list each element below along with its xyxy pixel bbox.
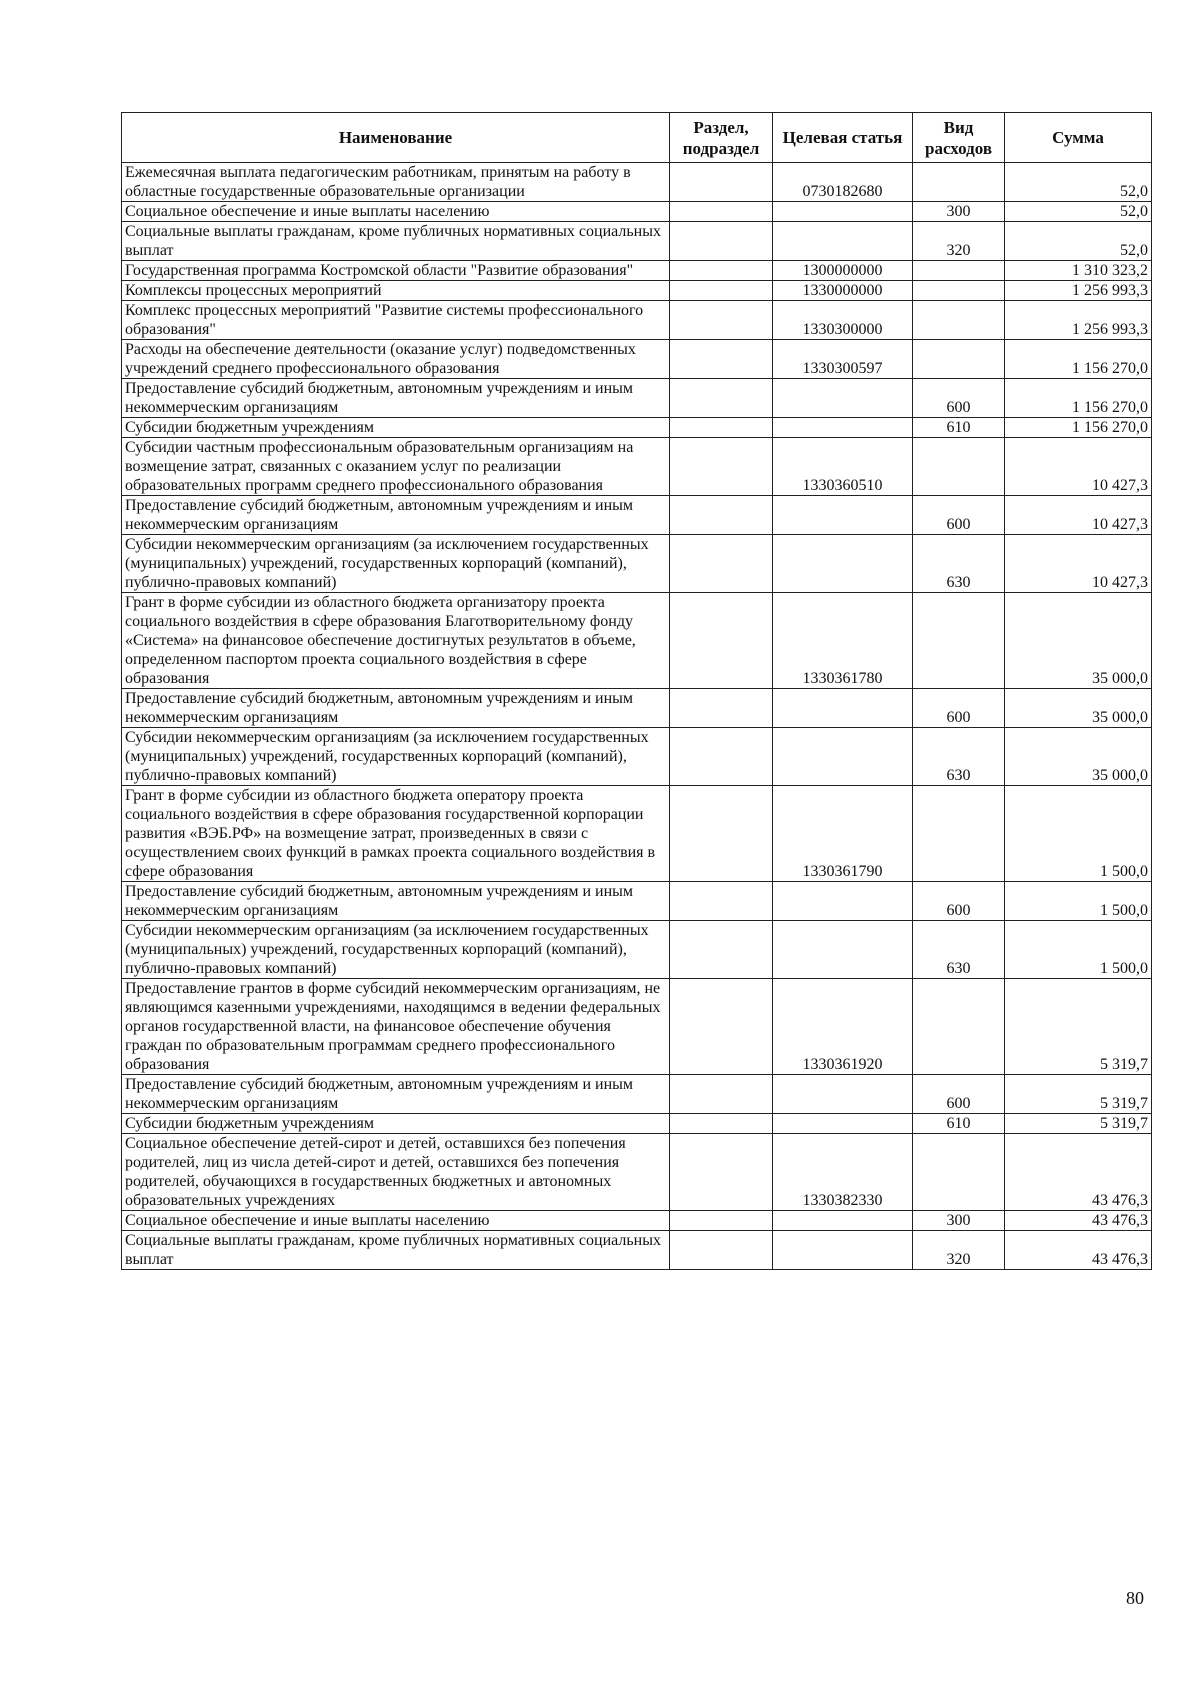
cell-sum: 52,0 bbox=[1005, 202, 1152, 222]
cell-section bbox=[670, 979, 773, 1075]
cell-section bbox=[670, 1231, 773, 1270]
cell-section bbox=[670, 1211, 773, 1231]
cell-name: Комплекс процессных мероприятий "Развитие системы профессионального образования" bbox=[122, 301, 670, 340]
cell-sum: 5 319,7 bbox=[1005, 979, 1152, 1075]
cell-name: Субсидии бюджетным учреждениям bbox=[122, 1114, 670, 1134]
cell-sum: 1 500,0 bbox=[1005, 921, 1152, 979]
table-row bbox=[122, 379, 1152, 418]
cell-expense-type: 600 bbox=[913, 1075, 1005, 1114]
cell-expense-type bbox=[913, 979, 1005, 1075]
cell-sum: 5 319,7 bbox=[1005, 1114, 1152, 1134]
cell-section bbox=[670, 882, 773, 921]
cell-article: 1300000000 bbox=[773, 261, 913, 281]
cell-expense-type: 610 bbox=[913, 1114, 1005, 1134]
cell-expense-type: 600 bbox=[913, 882, 1005, 921]
cell-name: Предоставление субсидий бюджетным, автономным учреждениям и иным некоммерческим организациям bbox=[122, 882, 670, 921]
table-row bbox=[122, 921, 1152, 979]
header-article: Целевая статья bbox=[773, 113, 913, 163]
cell-article: 1330300000 bbox=[773, 301, 913, 340]
table-row bbox=[122, 1211, 1152, 1231]
cell-section bbox=[670, 163, 773, 202]
cell-article bbox=[773, 1211, 913, 1231]
cell-expense-type: 630 bbox=[913, 921, 1005, 979]
table-row bbox=[122, 786, 1152, 882]
cell-section bbox=[670, 496, 773, 535]
cell-name: Комплексы процессных мероприятий bbox=[122, 281, 670, 301]
budget-table bbox=[121, 112, 1152, 1270]
cell-sum: 1 156 270,0 bbox=[1005, 379, 1152, 418]
cell-sum: 52,0 bbox=[1005, 222, 1152, 261]
cell-article: 1330361780 bbox=[773, 593, 913, 689]
cell-expense-type bbox=[913, 163, 1005, 202]
table-row bbox=[122, 202, 1152, 222]
cell-sum: 1 500,0 bbox=[1005, 786, 1152, 882]
table-row bbox=[122, 882, 1152, 921]
table-row bbox=[122, 979, 1152, 1075]
page-number: 80 bbox=[1126, 1588, 1144, 1608]
cell-sum: 35 000,0 bbox=[1005, 593, 1152, 689]
cell-sum: 1 310 323,2 bbox=[1005, 261, 1152, 281]
cell-article: 1330300597 bbox=[773, 340, 913, 379]
cell-name: Субсидии некоммерческим организациям (за исключением государственных (муниципальных) учреждений, государственных корпораций (компаний), публично-правовых компаний) bbox=[122, 728, 670, 786]
cell-article bbox=[773, 1114, 913, 1134]
cell-article bbox=[773, 418, 913, 438]
cell-article: 1330000000 bbox=[773, 281, 913, 301]
cell-sum: 10 427,3 bbox=[1005, 496, 1152, 535]
cell-article bbox=[773, 1231, 913, 1270]
cell-name: Государственная программа Костромской области "Развитие образования" bbox=[122, 261, 670, 281]
cell-name: Предоставление субсидий бюджетным, автономным учреждениям и иным некоммерческим организациям bbox=[122, 496, 670, 535]
cell-article: 1330382330 bbox=[773, 1134, 913, 1211]
table-row bbox=[122, 593, 1152, 689]
cell-article bbox=[773, 728, 913, 786]
table-row bbox=[122, 1231, 1152, 1270]
cell-expense-type: 320 bbox=[913, 222, 1005, 261]
cell-section bbox=[670, 921, 773, 979]
cell-name: Субсидии некоммерческим организациям (за исключением государственных (муниципальных) учреждений, государственных корпораций (компаний), публично-правовых компаний) bbox=[122, 535, 670, 593]
cell-name: Субсидии бюджетным учреждениям bbox=[122, 418, 670, 438]
table-row bbox=[122, 261, 1152, 281]
cell-expense-type bbox=[913, 340, 1005, 379]
cell-section bbox=[670, 202, 773, 222]
cell-sum: 10 427,3 bbox=[1005, 438, 1152, 496]
cell-sum: 1 256 993,3 bbox=[1005, 301, 1152, 340]
cell-name: Грант в форме субсидии из областного бюджета оператору проекта социального воздействия в сфере образования государственной корпорации развития «ВЭБ.РФ» на возмещение затрат, произведенных в связи с осуществлением своих функций в рамках проекта социального воздействия в сфере образования bbox=[122, 786, 670, 882]
cell-section bbox=[670, 261, 773, 281]
cell-section bbox=[670, 340, 773, 379]
cell-name: Субсидии частным профессиональным образовательным организациям на возмещение затрат, связанных с оказанием услуг по реализации образовательных программ среднего профессионального образования bbox=[122, 438, 670, 496]
cell-section bbox=[670, 1075, 773, 1114]
cell-name: Субсидии некоммерческим организациям (за исключением государственных (муниципальных) учреждений, государственных корпораций (компаний), публично-правовых компаний) bbox=[122, 921, 670, 979]
cell-expense-type bbox=[913, 786, 1005, 882]
cell-expense-type: 610 bbox=[913, 418, 1005, 438]
cell-expense-type: 600 bbox=[913, 379, 1005, 418]
table-row bbox=[122, 438, 1152, 496]
cell-article: 1330361790 bbox=[773, 786, 913, 882]
table-row bbox=[122, 281, 1152, 301]
cell-article bbox=[773, 882, 913, 921]
table-row bbox=[122, 1075, 1152, 1114]
cell-expense-type: 320 bbox=[913, 1231, 1005, 1270]
cell-sum: 1 156 270,0 bbox=[1005, 418, 1152, 438]
table-row bbox=[122, 222, 1152, 261]
cell-sum: 43 476,3 bbox=[1005, 1211, 1152, 1231]
cell-section bbox=[670, 1114, 773, 1134]
cell-sum: 1 500,0 bbox=[1005, 882, 1152, 921]
cell-article bbox=[773, 921, 913, 979]
cell-sum: 10 427,3 bbox=[1005, 535, 1152, 593]
table-header-row bbox=[122, 113, 1152, 163]
cell-expense-type: 300 bbox=[913, 202, 1005, 222]
cell-sum: 35 000,0 bbox=[1005, 728, 1152, 786]
cell-expense-type: 630 bbox=[913, 728, 1005, 786]
cell-expense-type: 300 bbox=[913, 1211, 1005, 1231]
cell-expense-type bbox=[913, 261, 1005, 281]
header-sum: Сумма bbox=[1005, 113, 1152, 163]
cell-section bbox=[670, 281, 773, 301]
table-row bbox=[122, 728, 1152, 786]
cell-article bbox=[773, 222, 913, 261]
cell-sum: 35 000,0 bbox=[1005, 689, 1152, 728]
cell-expense-type bbox=[913, 593, 1005, 689]
table-row bbox=[122, 301, 1152, 340]
table-row bbox=[122, 535, 1152, 593]
cell-section bbox=[670, 689, 773, 728]
cell-name: Ежемесячная выплата педагогическим работникам, принятым на работу в областные государственные образовательные организации bbox=[122, 163, 670, 202]
cell-expense-type bbox=[913, 301, 1005, 340]
cell-section bbox=[670, 786, 773, 882]
cell-name: Предоставление субсидий бюджетным, автономным учреждениям и иным некоммерческим организациям bbox=[122, 1075, 670, 1114]
cell-name: Социальное обеспечение и иные выплаты населению bbox=[122, 202, 670, 222]
cell-section bbox=[670, 728, 773, 786]
cell-sum: 52,0 bbox=[1005, 163, 1152, 202]
cell-section bbox=[670, 593, 773, 689]
cell-article: 1330360510 bbox=[773, 438, 913, 496]
cell-expense-type bbox=[913, 1134, 1005, 1211]
header-section: Раздел, подраздел bbox=[670, 113, 773, 163]
header-expense-type: Вид расходов bbox=[913, 113, 1005, 163]
cell-article bbox=[773, 379, 913, 418]
table-row bbox=[122, 340, 1152, 379]
cell-name: Социальные выплаты гражданам, кроме публичных нормативных социальных выплат bbox=[122, 1231, 670, 1270]
cell-section bbox=[670, 535, 773, 593]
cell-expense-type: 600 bbox=[913, 496, 1005, 535]
cell-article bbox=[773, 202, 913, 222]
cell-name: Грант в форме субсидии из областного бюджета организатору проекта социального воздействия в сфере образования Благотворительному фонду «Система» на финансовое обеспечение достигнутых результатов в объеме, определенном паспортом проекта социального воздействия в сфере образования bbox=[122, 593, 670, 689]
cell-article: 1330361920 bbox=[773, 979, 913, 1075]
cell-sum: 1 256 993,3 bbox=[1005, 281, 1152, 301]
cell-sum: 1 156 270,0 bbox=[1005, 340, 1152, 379]
cell-sum: 43 476,3 bbox=[1005, 1231, 1152, 1270]
table-body bbox=[122, 163, 1152, 1270]
cell-name: Социальное обеспечение и иные выплаты населению bbox=[122, 1211, 670, 1231]
table-row bbox=[122, 1114, 1152, 1134]
cell-expense-type bbox=[913, 281, 1005, 301]
cell-name: Социальные выплаты гражданам, кроме публичных нормативных социальных выплат bbox=[122, 222, 670, 261]
cell-article bbox=[773, 689, 913, 728]
cell-name: Расходы на обеспечение деятельности (оказание услуг) подведомственных учреждений среднего профессионального образования bbox=[122, 340, 670, 379]
cell-expense-type: 630 bbox=[913, 535, 1005, 593]
cell-expense-type bbox=[913, 438, 1005, 496]
table-row bbox=[122, 496, 1152, 535]
cell-name: Предоставление субсидий бюджетным, автономным учреждениям и иным некоммерческим организациям bbox=[122, 379, 670, 418]
table-row bbox=[122, 1134, 1152, 1211]
cell-section bbox=[670, 222, 773, 261]
cell-expense-type: 600 bbox=[913, 689, 1005, 728]
cell-name: Предоставление грантов в форме субсидий некоммерческим организациям, не являющимся казенными учреждениями, находящимся в ведении федеральных органов государственной власти, на финансовое обеспечение обучения граждан по образовательным программам среднего профессионального образования bbox=[122, 979, 670, 1075]
cell-section bbox=[670, 1134, 773, 1211]
table-row bbox=[122, 163, 1152, 202]
cell-article bbox=[773, 535, 913, 593]
table-row bbox=[122, 689, 1152, 728]
cell-sum: 5 319,7 bbox=[1005, 1075, 1152, 1114]
cell-section bbox=[670, 438, 773, 496]
cell-section bbox=[670, 301, 773, 340]
cell-name: Предоставление субсидий бюджетным, автономным учреждениям и иным некоммерческим организациям bbox=[122, 689, 670, 728]
cell-article bbox=[773, 1075, 913, 1114]
cell-section bbox=[670, 418, 773, 438]
cell-name: Социальное обеспечение детей-сирот и детей, оставшихся без попечения родителей, лиц из числа детей-сирот и детей, оставшихся без попечения родителей, обучающихся в государственных бюджетных и автономных образовательных учреждениях bbox=[122, 1134, 670, 1211]
cell-article: 0730182680 bbox=[773, 163, 913, 202]
header-name: Наименование bbox=[122, 113, 670, 163]
table-row bbox=[122, 418, 1152, 438]
cell-article bbox=[773, 496, 913, 535]
cell-section bbox=[670, 379, 773, 418]
cell-sum: 43 476,3 bbox=[1005, 1134, 1152, 1211]
